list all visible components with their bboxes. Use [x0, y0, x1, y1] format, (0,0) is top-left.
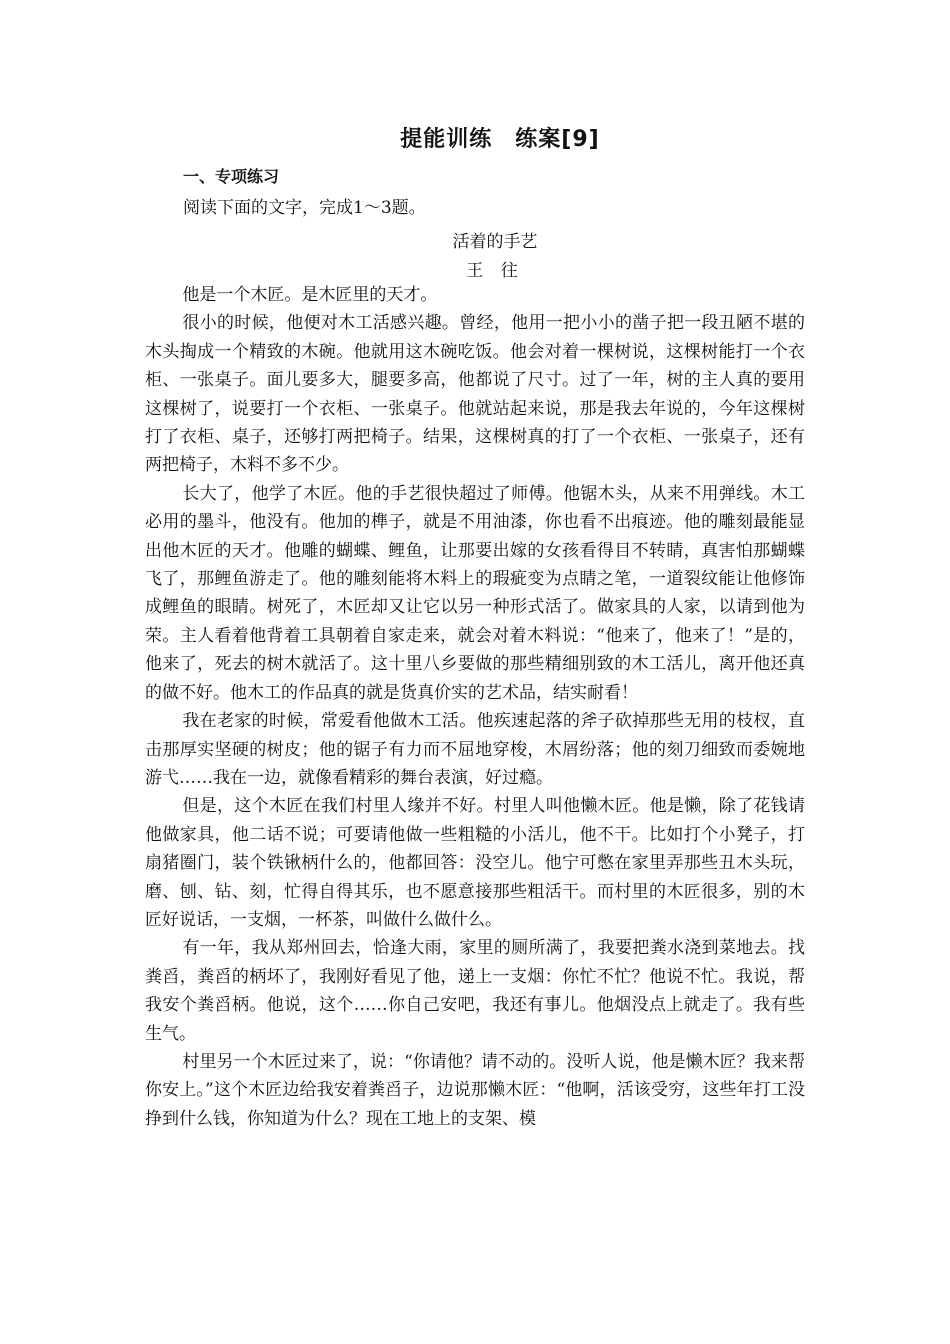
section-heading: 一、专项练习	[183, 167, 280, 186]
article-title: 活着的手艺	[452, 232, 538, 252]
instruction-text: 阅读下面的文字，完成1～3题。	[183, 198, 426, 218]
paragraph: 很小的时候，他便对木工活感兴趣。曾经，他用一把小小的凿子把一段丑陋不堪的木头掏成一个精致的木碗。他就用这木碗吃饭。他会对着一棵树说，这棵树能打一个衣柜、一张桌子。面儿要多大，腿要多高，他都说了尺寸。过了一年，树的主人真的要用这棵树了，说要打一个衣柜、一张桌子。他就站起来说，那是我去年说的，今年这棵树打了衣柜、桌子，还够打两把椅子。结果，这棵树真的打了一个衣柜、一张桌子，还有两把椅子，木料不多不少。	[145, 313, 805, 476]
paragraph: 有一年，我从郑州回去，恰逢大雨，家里的厕所满了，我要把粪水浇到菜地去。找粪舀，粪舀的柄坏了，我刚好看见了他，递上一支烟：你忙不忙？他说不忙。我说，帮我安个粪舀柄。他说，这个……你自己安吧，我还有事儿。他烟没点上就走了。我有些生气。	[145, 938, 805, 1044]
paragraph: 他是一个木匠。是木匠里的天才。	[182, 285, 438, 305]
article-body	[145, 281, 805, 1133]
paragraph: 我在老家的时候，常爱看他做木工活。他疾速起落的斧子砍掉那些无用的枝杈，直击那厚实坚硬的树皮；他的锯子有力而不屈地穿梭，木屑纷落；他的刻刀细致而委婉地游弋……我在一边，就像看精彩的舞台表演，好过瘾。	[145, 711, 805, 788]
paragraph: 村里另一个木匠过来了，说：“你请他？请不动的。没听人说，他是懒木匠？我来帮你安上。”这个木匠边给我安着粪舀子，边说那懒木匠：“他啊，活该受穷，这些年打工没挣到什么钱，你知道为什么？现在工地上的支架、模	[145, 1051, 805, 1129]
article-author: 王 往	[466, 261, 524, 281]
paragraph: 但是，这个木匠在我们村里人缘并不好。村里人叫他懒木匠。他是懒，除了花钱请他做家具，他二话不说；可要请他做一些粗糙的小活儿，他不干。比如打个小凳子，打扇猪圈门，装个铁锹柄什么的，他都回答：没空儿。他宁可憋在家里弄那些丑木头玩，磨、刨、钻、刻，忙得自得其乐，也不愿意接那些粗活干。而村里的木匠很多，别的木匠好说话，一支烟，一杯茶，叫做什么做什么。	[145, 796, 805, 930]
paragraph: 长大了，他学了木匠。他的手艺很快超过了师傅。他锯木头，从来不用弹线。木工必用的墨斗，他没有。他加的榫子，就是不用油漆，你也看不出痕迹。他的雕刻最能显出他木匠的天才。他雕的蝴蝶、鲤鱼，让那要出嫁的女孩看得目不转睛，真害怕那蝴蝶飞了，那鲤鱼游走了。他的雕刻能将木料上的瑕疵变为点睛之笔，一道裂纹能让他修饰成鲤鱼的眼睛。树死了，木匠却又让它以另一种形式活了。做家具的人家，以请到他为荣。主人看着他背着工具朝着自家走来，就会对着木料说：“他来了，他来了！”是的，他来了，死去的树木就活了。这十里八乡要做的那些精细别致的木工活儿，离开他还真的做不好。他木工的作品真的就是货真价实的艺术品，结实耐看！	[145, 483, 805, 703]
page-title: 提能训练 练案[9]	[400, 127, 600, 152]
